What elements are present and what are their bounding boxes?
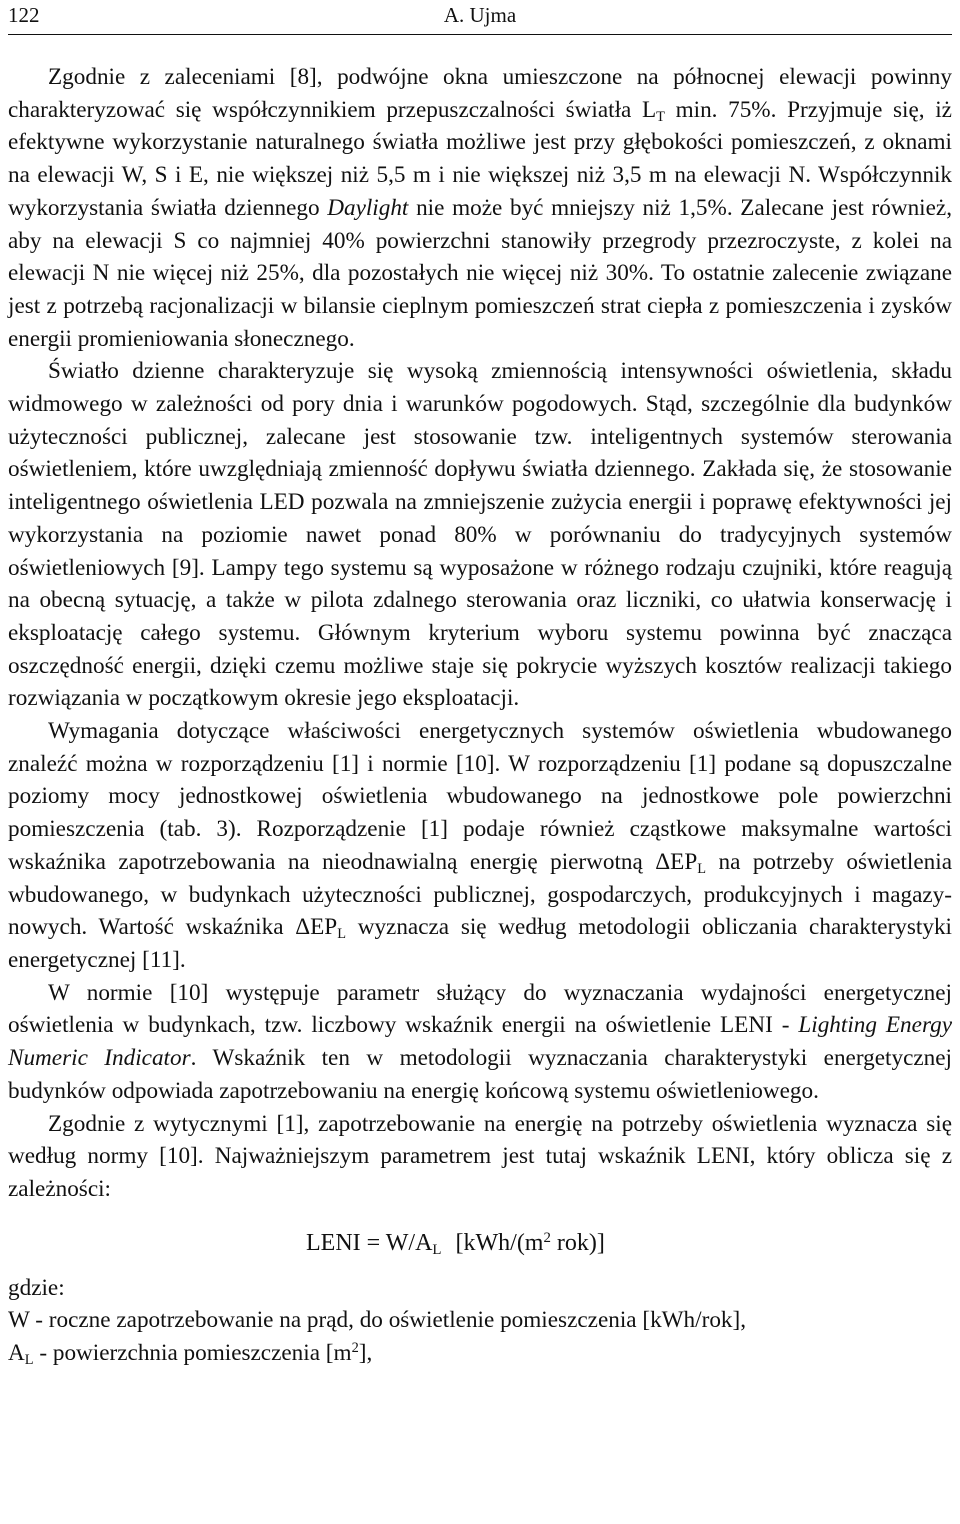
page-number: 122 [8, 3, 40, 27]
where-a-definition: $A_L$ - powierzchnia pomieszczenia $[m^2]$, [8, 1340, 373, 1369]
where-label: gdzie: [8, 1274, 65, 1301]
symbol-delta-ep: ΔEP [655, 848, 698, 875]
text-run: Zgodnie z zaleceniami [8], podwójne okna umieszczone na północnej elewacji powinny charakteryzować się współczynnikiem przepuszczalności światła L [8, 64, 952, 123]
formula-unit: [$kWh/(m^2$ rok)] [455, 1229, 605, 1256]
paragraph-window-recommendations [8, 61, 952, 355]
text-run: W normie [10] występuje parametr służący do wyznaczania wydajności energetycznej oświetlenia w budynkach, tzw. liczbowy wskaźnik energii na oświetlenie LENI - [8, 979, 952, 1039]
text-run: Wymagania dotyczące właściwości energetycznych systemów oświetlenia wbudowanego znaleźć można w rozporządzeniu [1] i normie [10]. W rozporządzeniu [1] podane są dopuszczalne poziomy mocy jednostkowej oświetlenia wbudowanego na jednostkowe pole powierzchni pomieszczenia (tab. 3). Rozporządzenie [1] podaje również cząstkowe maksymalne wartości wskaźnika zapotrzebowania na nieodnawialną energię pierwotną [8, 718, 952, 875]
leni-formula [8, 1226, 952, 1260]
italic-term: Daylight [327, 194, 409, 221]
body-text [8, 61, 952, 1370]
italic-term: Lighting Energy Numeric Indicator [8, 1012, 952, 1072]
paragraph-regulations [8, 715, 952, 977]
subscript: L [337, 926, 346, 943]
where-w-definition: W - roczne zapotrzebowanie na prąd, do oświetlenie pomieszczenia [kWh/rok], [8, 1307, 747, 1334]
superscript: 2 [351, 1340, 359, 1357]
text-run: min. 75%. Przyjmuje się, iż efektywne wykorzystanie naturalnego światła możliwe jest przy głębokości pomieszczeń, z oknami na elewacji W, S i E, nie większej niż 5,5 m i nie większej niż 3,5 m na elewacji N. Współczynnik wykorzystania światła dziennego [8, 96, 952, 221]
paragraph-leni-definition [8, 977, 952, 1108]
text-run: wyznacza się według metodologii obliczania charakterystyki energetycznej [11]. [8, 914, 952, 973]
subscript: L [432, 1241, 442, 1258]
subscript: L [697, 860, 707, 877]
text-run: . Wskaźnik ten w metodologii wyznaczania charakterystyki energetycznej budynków odpowiada zapotrzebowaniu na energię końcową systemu oświetleniowego. [8, 1045, 952, 1104]
running-header [8, 0, 952, 35]
paragraph-leni-calculation: Zgodnie z wytycznymi [1], zapotrzebowanie na energię na potrzeby oświetlenia wyznacza się według normy [10]. Najważniejszym parametrem jest tutaj wskaźnik LENI, który oblicza się z zależności: [8, 1110, 952, 1202]
subscript: L [24, 1352, 34, 1369]
formula-lhs: LENI = W/A [306, 1229, 433, 1256]
superscript: 2 [543, 1229, 551, 1246]
symbol-delta-ep: ΔEP [295, 914, 338, 941]
text-run: na potrzeby oświetlenia wbudowanego, w budynkach użyteczności publicznej, gospodarczych, produkcyjnych i magazynowych. Wartość wskaźnika [8, 848, 952, 941]
paragraph-daylight-control: Światło dzienne charakteryzuje się wysoką zmiennością intensywności oświetlenia, składu widmowego w zależności od pory dnia i warunków pogodowych. Stąd, szczególnie dla budynków użyteczności publicznej, zalecane jest stosowanie tzw. inteligentnych systemów sterowania oświetleniem, które uwzględniają zmienność dopływu światła dziennego. Zakłada się, że stosowanie inteligentnego oświetlenia LED pozwala na zmniejszenie zużycia energii i poprawę efektywności jej wykorzystania na poziomie nawet ponad 80% w porównaniu do tradycyjnych systemów oświetleniowych [9]. Lampy tego systemu są wyposażone w różnego rodzaju czujniki, które reagują na obecną sytuację, a także w pilota zdalnego sterowania oraz liczniki, co ułatwia konserwację i eksploatację całego systemu. Głównym kryterium wyboru systemu powinna być znacząca oszczędność energii, dzięki czemu możliwe staje się pokrycie wyższych kosztów realizacji takiego rozwiązania w początkowym okresie jego eksploatacji. [8, 358, 952, 712]
text-run: nie może być mniejszy niż 1,5%. Zalecane jest również, aby na elewacji S co najmniej 40% powierzchni stanowiły przegrody przezroczyste, z kolei na elewacji N nie więcej niż 25%, dla pozostałych nie więcej niż 30%. To ostatnie zalecenie związane jest z potrzebą racjonalizacji w bilansie cieplnym pomieszczeń strat ciepła z pomieszczenia i zysków energii promieniowania słonecznego. [8, 194, 953, 352]
subscript: T [656, 108, 665, 125]
running-head-author: A. Ujma [443, 3, 517, 27]
